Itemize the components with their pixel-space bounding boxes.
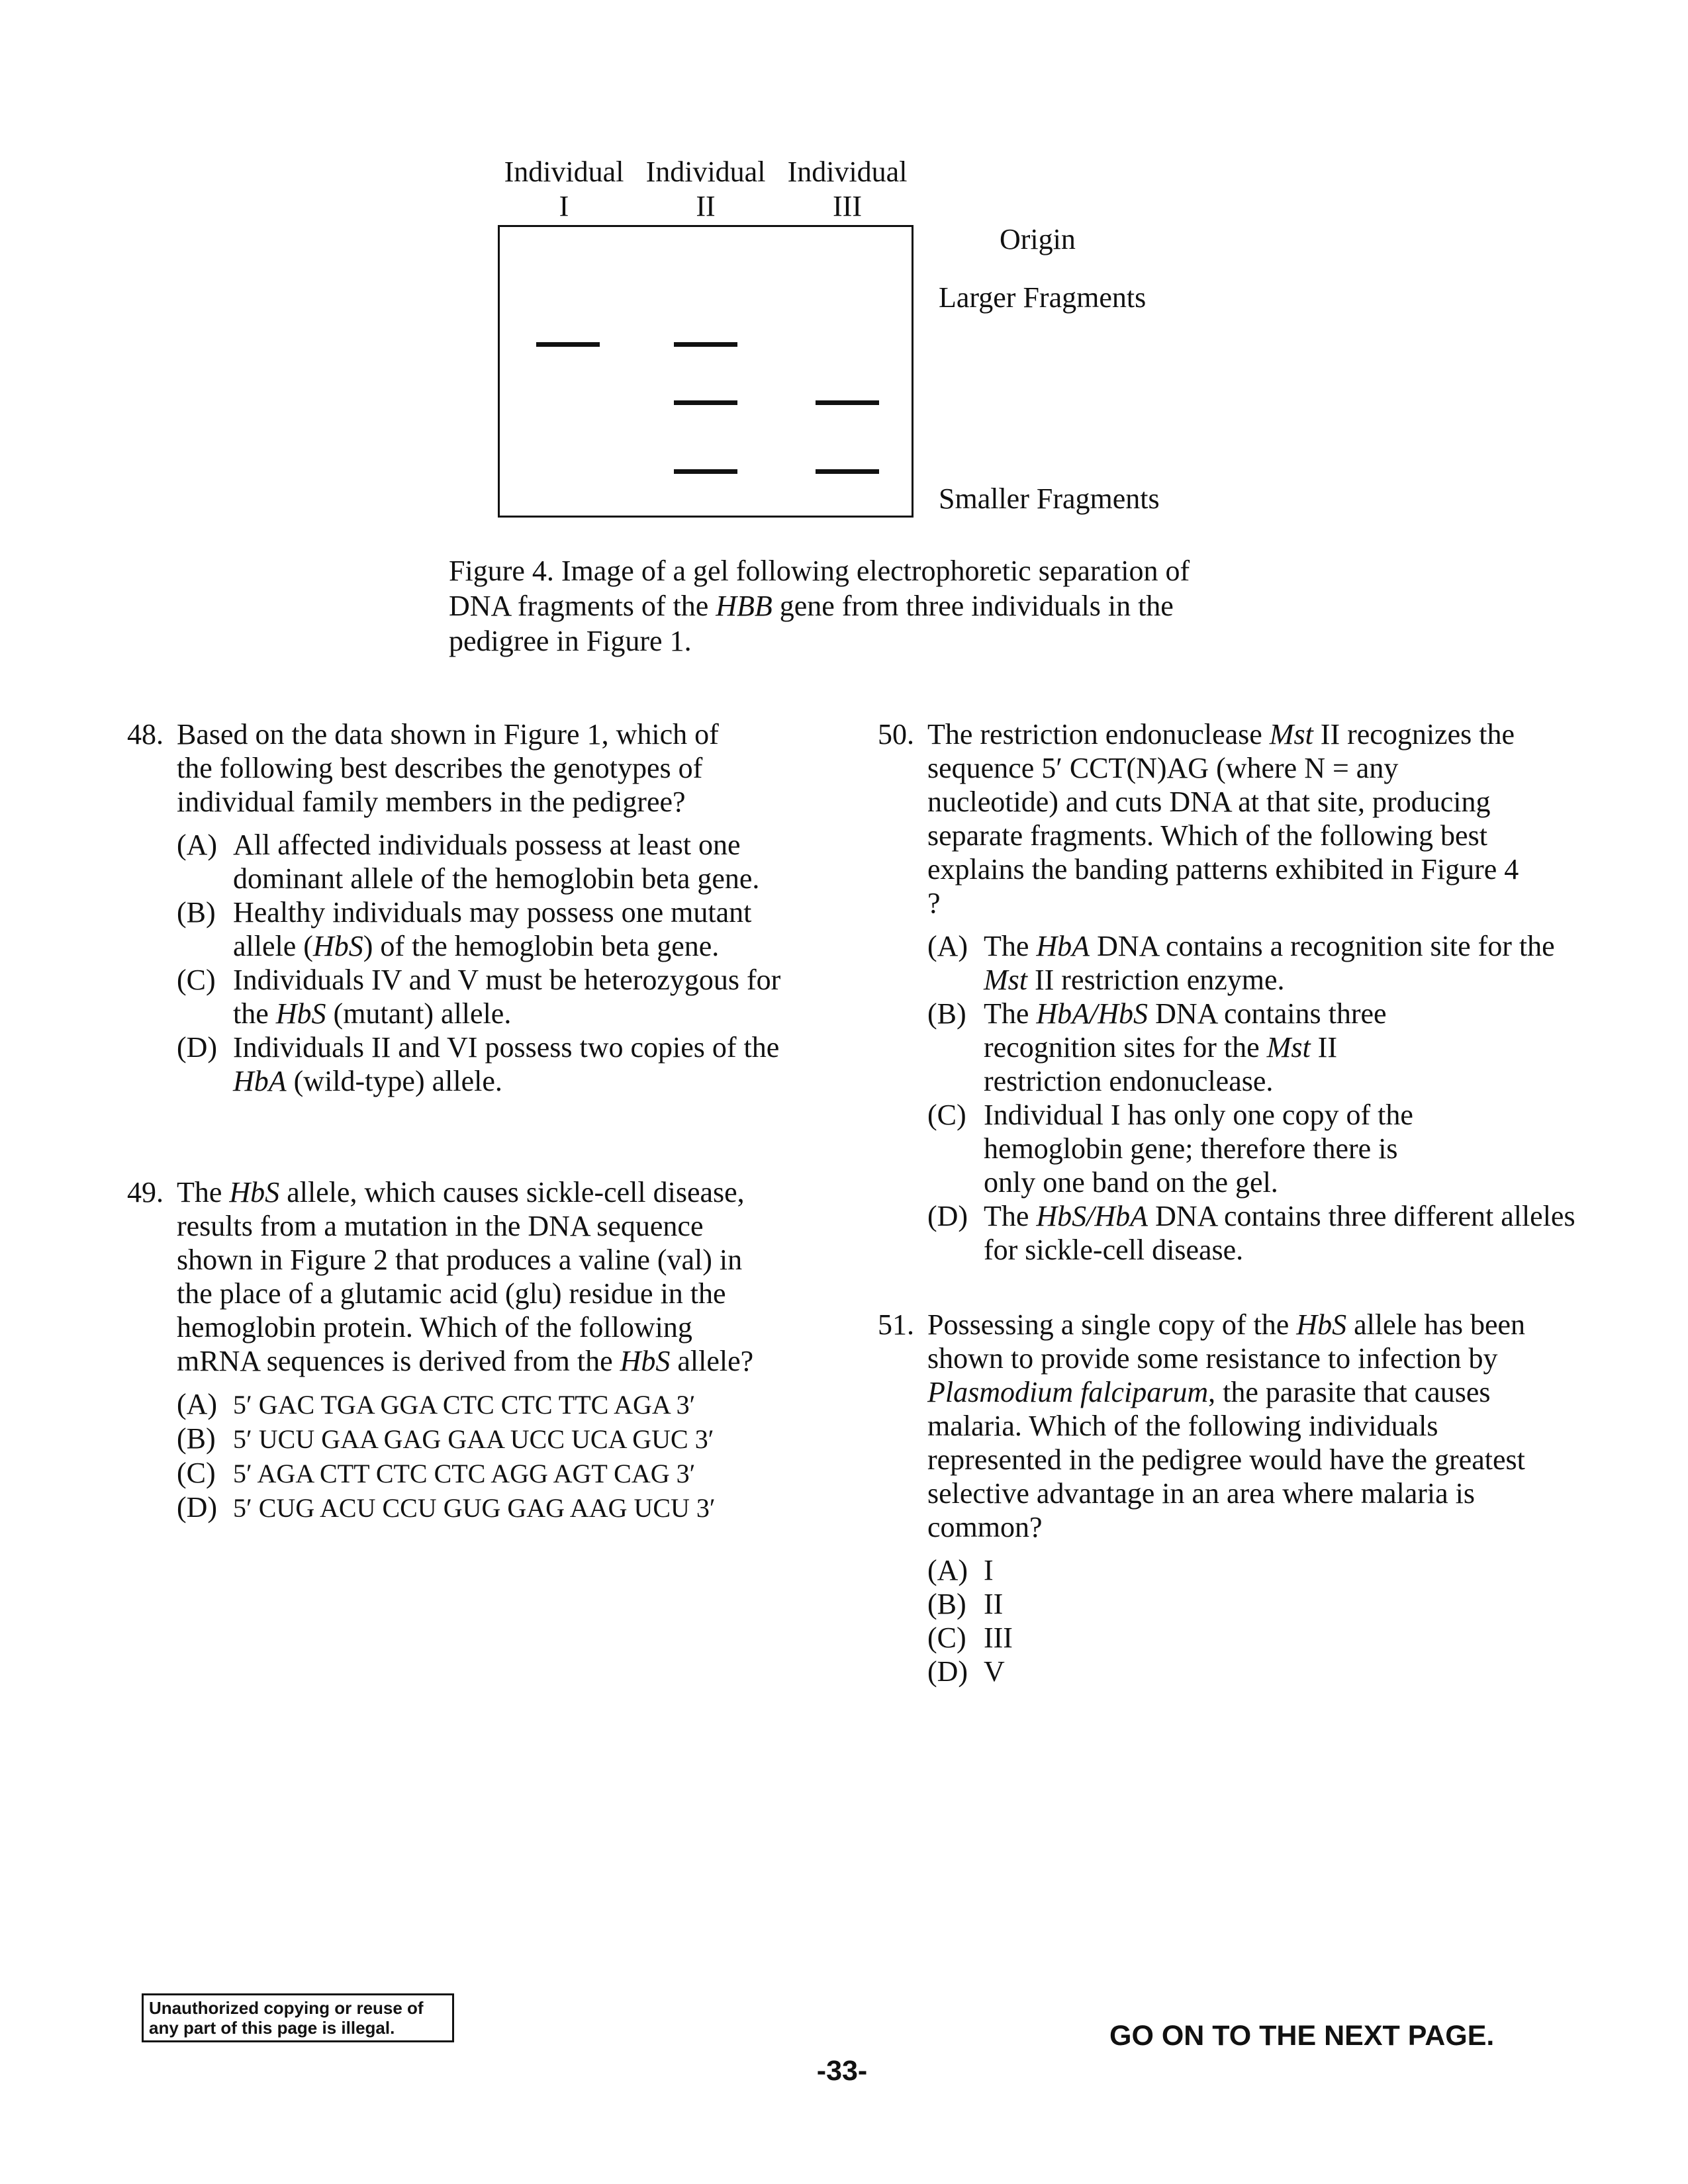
- lane-heading-text: Individual: [787, 156, 908, 188]
- option-a[interactable]: [177, 1387, 789, 1422]
- question-number: 50.: [878, 718, 914, 751]
- gel-band-lane1-large: [536, 342, 600, 347]
- caption-text: DNA fragments of the: [449, 590, 716, 622]
- lane-roman: III: [833, 190, 862, 222]
- option-c[interactable]: [177, 1456, 789, 1490]
- question-48: [127, 717, 789, 1098]
- option-enzyme: Mst: [984, 964, 1027, 996]
- stem-allele: HbS: [1296, 1308, 1347, 1341]
- lane-heading-text: Individual: [645, 156, 766, 188]
- page-number: -33-: [816, 2055, 868, 2087]
- option-letter: (A): [927, 1554, 968, 1586]
- question-stem: [927, 717, 1523, 920]
- question-50: [878, 717, 1573, 1267]
- gel-band-lane2-small: [674, 469, 737, 474]
- option-letter: (C): [927, 1099, 966, 1131]
- option-text: The: [984, 930, 1037, 962]
- option-c[interactable]: [177, 963, 796, 1030]
- option-text: Individuals IV and V must be heterozygous for the: [233, 964, 781, 1030]
- copyright-notice: [142, 1993, 454, 2042]
- option-c[interactable]: [927, 1098, 1447, 1199]
- answer-options: [927, 929, 1573, 1267]
- gel-band-lane2-medium: [674, 400, 737, 405]
- figure-4-caption: [449, 553, 1243, 659]
- option-letter: (B): [927, 997, 966, 1030]
- question-51: [878, 1308, 1573, 1688]
- stem-text: II recognizes the sequence 5′ CCT(N)AG (where N = any nucleotide) and cuts DNA at that site, producing separate fragments. Which of the following best explains the banding patterns exhibited in Figure 4 ?: [927, 718, 1519, 919]
- lane-heading-1: [498, 155, 630, 224]
- option-text: DNA contains three recognition sites for the: [984, 997, 1387, 1064]
- option-text: The: [984, 997, 1037, 1030]
- gel-box: [498, 225, 914, 518]
- go-on-notice: GO ON TO THE NEXT PAGE.: [1109, 2020, 1495, 2052]
- option-d[interactable]: [927, 1655, 1573, 1688]
- lane-heading-2: [639, 155, 772, 224]
- option-letter: (C): [177, 1457, 216, 1489]
- option-sequence: 5′ CUG ACU CCU GUG GAG AAG UCU 3′: [233, 1493, 716, 1523]
- stem-text: allele?: [670, 1345, 754, 1377]
- option-text: DNA contains three different alleles for sickle-cell disease.: [984, 1200, 1575, 1266]
- caption-text: gene from three individuals in the: [772, 590, 1174, 622]
- option-d[interactable]: [177, 1030, 796, 1098]
- lane-heading-3: [781, 155, 914, 224]
- stem-text: , the parasite that causes malaria. Which of the following individuals represented in the pedigree would have the greatest selective advantage in an area where malaria is common?: [927, 1376, 1525, 1543]
- option-allele: HbA/HbS: [1036, 997, 1149, 1030]
- option-text: II restriction enzyme.: [1027, 964, 1285, 996]
- lane-roman: I: [559, 190, 569, 222]
- option-letter: (D): [177, 1491, 218, 1524]
- option-d[interactable]: [927, 1199, 1579, 1267]
- option-letter: (D): [927, 1200, 968, 1232]
- option-text: (wild-type) allele.: [286, 1065, 502, 1097]
- option-text: Healthy individuals may possess one mutant allele (: [233, 896, 752, 962]
- gel-band-lane2-large: [674, 342, 737, 347]
- stem-text: allele, which causes sickle-cell disease, results from a mutation in the DNA sequence shown in Figure 2 that produces a valine (val) in the place of a glutamic acid (glu) residue in the hemoglobin protein. Which of the following mRNA sequences is derived from the: [177, 1176, 745, 1377]
- option-letter: (A): [177, 1388, 218, 1420]
- question-stem: [177, 1175, 759, 1378]
- option-text: (mutant) allele.: [326, 997, 512, 1030]
- option-letter: (D): [927, 1655, 968, 1688]
- question-number: 49.: [127, 1176, 164, 1208]
- stem-text: Possessing a single copy of the: [927, 1308, 1297, 1341]
- option-allele: HbA: [1036, 930, 1090, 962]
- option-text: Individual I has only one copy of the hemoglobin gene; therefore there is only one band on the gel.: [984, 1099, 1413, 1199]
- option-text: III: [984, 1621, 1013, 1654]
- larger-fragments-label: Larger Fragments: [939, 281, 1147, 314]
- option-d[interactable]: [177, 1490, 789, 1525]
- option-b[interactable]: [177, 1422, 789, 1456]
- option-text: V: [984, 1655, 1005, 1688]
- stem-allele: HbS: [229, 1176, 280, 1208]
- answer-options: [927, 1553, 1573, 1688]
- stem-organism: Plasmodium falciparum: [927, 1376, 1209, 1408]
- option-sequence: 5′ AGA CTT CTC CTC AGG AGT CAG 3′: [233, 1459, 696, 1488]
- caption-line: Figure 4. Image of a gel following electrophoretic separation of: [449, 555, 1190, 587]
- stem-text: The: [177, 1176, 230, 1208]
- lane-heading-text: Individual: [504, 156, 624, 188]
- option-b[interactable]: [177, 895, 796, 963]
- option-a[interactable]: [927, 929, 1579, 997]
- option-a[interactable]: [177, 828, 796, 895]
- option-letter: (A): [177, 829, 218, 861]
- option-allele: HbS/HbA: [1036, 1200, 1149, 1232]
- option-a[interactable]: [927, 1553, 1573, 1587]
- caption-line: [449, 588, 1243, 623]
- option-allele: HbA: [233, 1065, 287, 1097]
- option-letter: (D): [177, 1031, 218, 1064]
- stem-text: allele has been shown to provide some resistance to infection by: [927, 1308, 1526, 1375]
- origin-label: Origin: [1000, 223, 1076, 255]
- option-letter: (C): [927, 1621, 966, 1654]
- option-text: All affected individuals possess at least one dominant allele of the hemoglobin beta gene.: [233, 829, 760, 895]
- option-letter: (B): [177, 896, 216, 929]
- smaller-fragments-label: Smaller Fragments: [939, 482, 1160, 515]
- option-letter: (B): [927, 1588, 966, 1620]
- option-text: II: [984, 1588, 1004, 1620]
- question-stem: [927, 1308, 1530, 1544]
- answer-options: [177, 828, 789, 1098]
- question-stem: Based on the data shown in Figure 1, which of the following best describes the genotypes of individual family members in the pedigree?: [177, 718, 719, 818]
- option-sequence: 5′ GAC TGA GGA CTC CTC TTC AGA 3′: [233, 1390, 696, 1420]
- option-letter: (C): [177, 964, 216, 996]
- option-b[interactable]: [927, 997, 1447, 1098]
- option-allele: HbS: [312, 930, 363, 962]
- option-text: Individuals II and VI possess two copies of the: [233, 1031, 780, 1064]
- option-text: DNA contains a recognition site for the: [1090, 930, 1555, 962]
- stem-enzyme: Mst: [1269, 718, 1313, 751]
- answer-options: [177, 1387, 789, 1525]
- gel-band-lane3-medium: [816, 400, 879, 405]
- option-text: ) of the hemoglobin beta gene.: [363, 930, 720, 962]
- question-number: 48.: [127, 718, 164, 751]
- stem-allele: HbS: [620, 1345, 671, 1377]
- caption-line: pedigree in Figure 1.: [449, 625, 692, 657]
- option-c[interactable]: [927, 1621, 1573, 1655]
- option-letter: (B): [177, 1422, 216, 1455]
- option-b[interactable]: [927, 1587, 1573, 1621]
- question-number: 51.: [878, 1308, 914, 1341]
- caption-gene-name: HBB: [716, 590, 773, 622]
- notice-line: any part of this page is illegal.: [149, 2018, 395, 2038]
- option-sequence: 5′ UCU GAA GAG GAA UCC UCA GUC 3′: [233, 1424, 714, 1454]
- option-enzyme: Mst: [1266, 1031, 1311, 1064]
- option-text: The: [984, 1200, 1037, 1232]
- notice-line: Unauthorized copying or reuse of: [149, 1998, 424, 2018]
- lane-roman: II: [696, 190, 716, 222]
- option-text: II restriction endonuclease.: [984, 1031, 1337, 1097]
- option-allele: HbS: [275, 997, 326, 1030]
- stem-text: The restriction endonuclease: [927, 718, 1270, 751]
- gel-band-lane3-small: [816, 469, 879, 474]
- question-49: [127, 1175, 789, 1525]
- option-letter: (A): [927, 930, 968, 962]
- option-text: I: [984, 1554, 994, 1586]
